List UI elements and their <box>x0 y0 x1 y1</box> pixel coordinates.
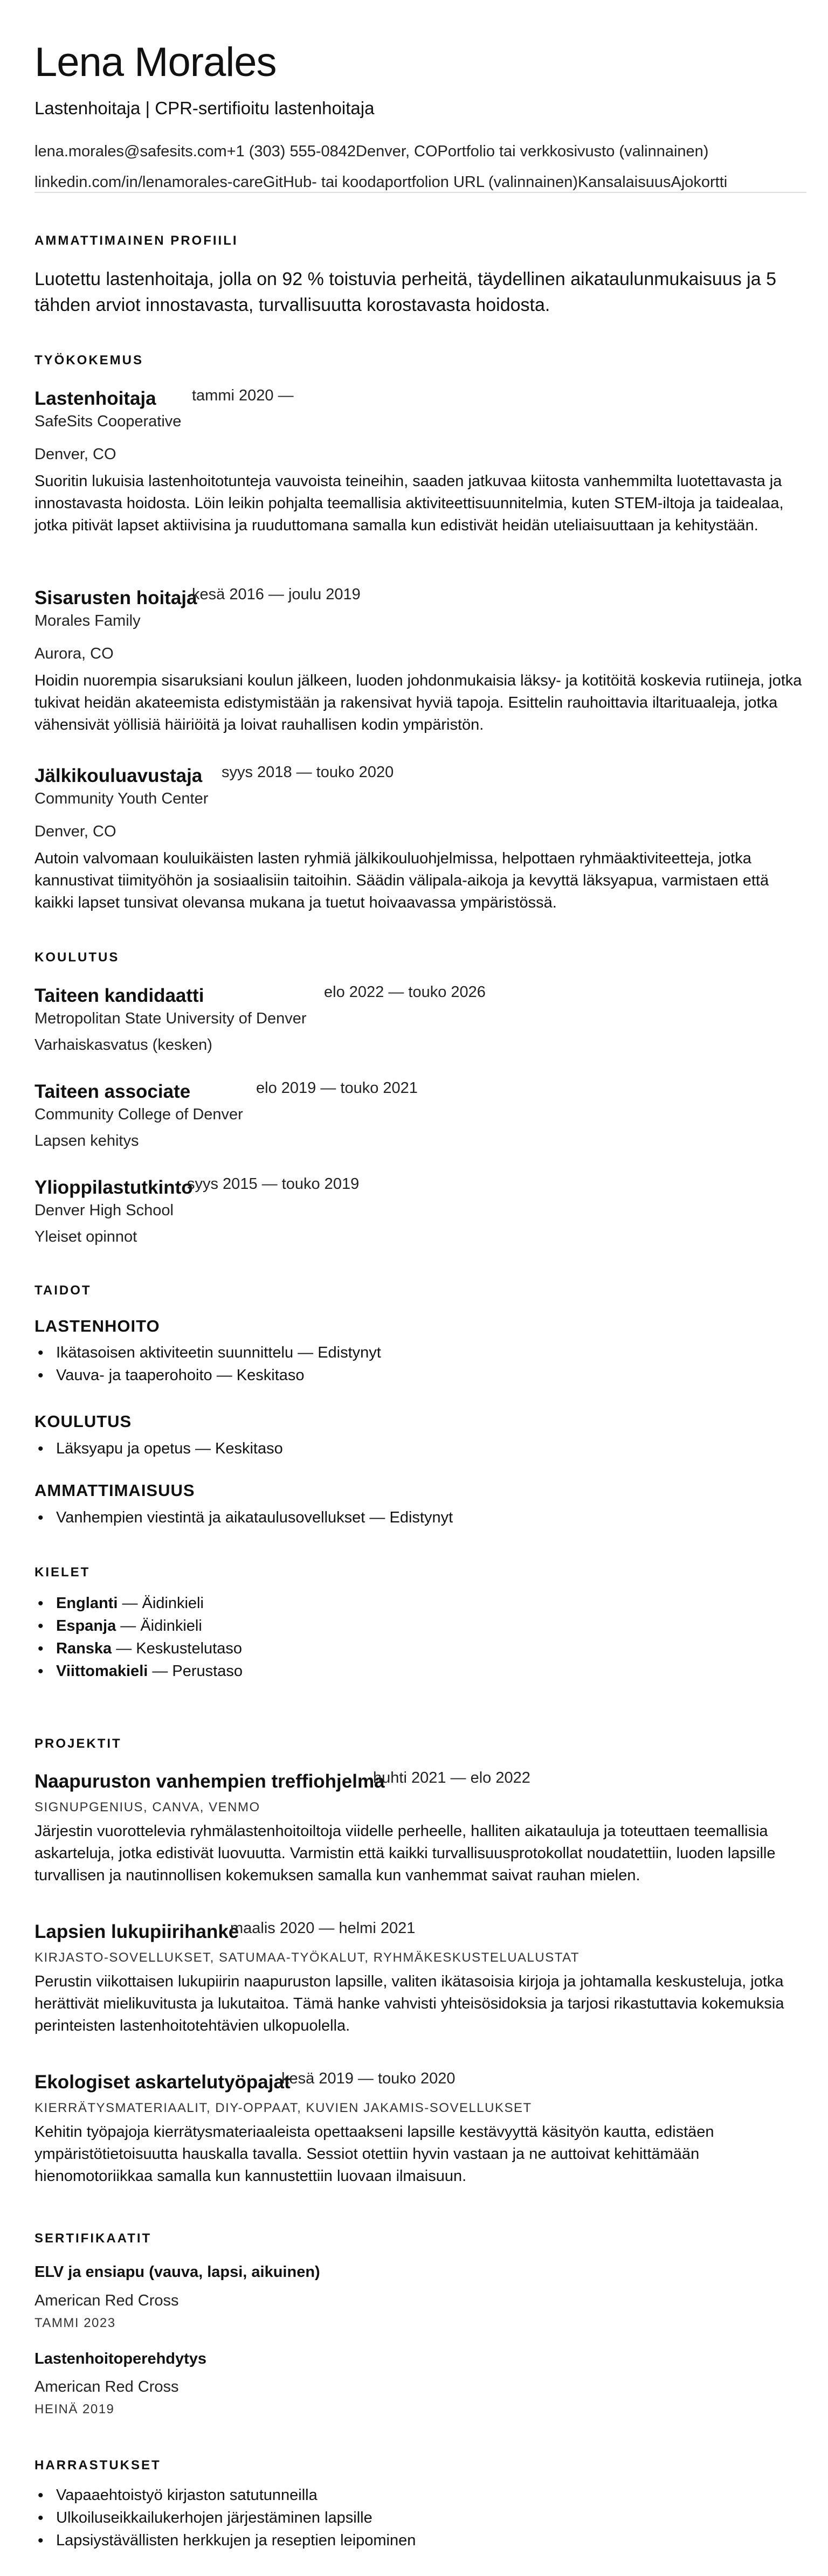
project-title: Ekologiset askartelutyöpajat <box>34 2072 291 2093</box>
degree-title: Ylioppilastutkinto <box>34 1177 193 1198</box>
field-of-study: Varhaiskasvatus (kesken) <box>34 1036 212 1054</box>
section-heading-hobbies: HARRASTUKSET <box>34 2458 161 2473</box>
project-tools: SIGNUPGENIUS, CANVA, VENMO <box>34 1800 260 1815</box>
language-name: Espanja <box>56 1617 116 1635</box>
section-heading-education: KOULUTUS <box>34 950 120 965</box>
profile-summary: Luotettu lastenhoitaja, jolla on 92 % toistuvia perheitä, täydellinen aikataulunmukaisuus ja 5 tähden arviot innostavasta, turvallisuutta korostavasta hoidosta. <box>34 269 777 316</box>
language-item <box>34 1615 243 1637</box>
section-heading-profile: AMMATTIMAINEN PROFIILI <box>34 233 238 248</box>
project-title: Lapsien lukupiirihanke <box>34 1921 239 1942</box>
school-name: Community College of Denver <box>34 1106 243 1123</box>
headline: Lastenhoitaja | CPR-sertifioitu lastenhoitaja <box>34 98 375 118</box>
language-level: — Äidinkieli <box>118 1595 204 1612</box>
header-divider <box>34 192 806 193</box>
job-organization: Community Youth Center <box>34 790 209 807</box>
language-level: — Keskustelutaso <box>112 1640 242 1658</box>
certification-issuer: American Red Cross <box>34 2292 179 2309</box>
candidate-name: Lena Morales <box>34 39 277 85</box>
language-level: — Perustaso <box>148 1663 243 1680</box>
language-list <box>34 1592 243 1682</box>
skill-category: LASTENHOITO <box>34 1317 160 1335</box>
job-dates: kesä 2016 — joulu 2019 <box>192 586 361 603</box>
project-description: Järjestin vuorottelevia ryhmälastenhoitoiltoja viidelle perheelle, halliten aikatauluja ja toteuttaen teemallisia askarteluja, jotka edistivät luovuutta. Varmistin että kaikki turvallisuusprotokollat noudatettiin, luoden lapsille turvallisen ja nautinnollisen kokemuksen samalla kun vanhemmat saivat rauhan mielen. <box>34 1823 776 1885</box>
job-location: Denver, CO <box>34 446 116 463</box>
project-description: Perustin viikottaisen lukupiirin naapuruston lapsille, valiten ikätasoisia kirjoja ja johtamalla keskusteluja, jotka herättivät mielikuvitusta ja lukutaitoa. Tämä hanke vahvisti yhteisösidoksia ja tarjosi rikastuttavia kokemuksia perinteisten lastenhoitotehtävien ulkopuolella. <box>34 1973 784 2035</box>
skill-item: • Vanhempien viestintä ja aikataulusovellukset — Edistynyt <box>34 1506 453 1529</box>
section-heading-languages: KIELET <box>34 1565 91 1580</box>
skill-list <box>34 1437 283 1460</box>
contact-line-1: lena.morales@safesits.com+1 (303) 555-0842Denver, COPortfolio tai verkkosivusto (valinnainen) <box>34 143 709 160</box>
certification-date: HEINÄ 2019 <box>34 2402 115 2416</box>
project-title: Naapuruston vanhempien treffiohjelma <box>34 1771 385 1792</box>
job-location: Aurora, CO <box>34 645 114 662</box>
degree-dates: elo 2019 — touko 2021 <box>256 1079 418 1097</box>
job-organization: SafeSits Cooperative <box>34 413 182 430</box>
hobby-list <box>34 2484 416 2552</box>
degree-dates: elo 2022 — touko 2026 <box>324 984 486 1001</box>
project-tools: KIERRÄTYSMATERIAALIT, DIY-OPPAAT, KUVIEN JAKAMIS-SOVELLUKSET <box>34 2101 532 2115</box>
job-description: Suoritin lukuisia lastenhoitotunteja vauvoista teineihin, saaden jatkuvaa kiitosta vanhemmilta luotettavasta ja innostavasta hoidosta. Löin leikin pohjalta teemallisia aktiviteettisuunnitelmia, kuten STEM-iltoja ja taidealaa, jotka pitivät lapset aktiivisina ja ruuduttomana samalla kun edistivät heidän uteliaisuuttaan ja kehitystään. <box>34 473 784 535</box>
skill-category: AMMATTIMAISUUS <box>34 1481 195 1500</box>
school-name: Metropolitan State University of Denver <box>34 1010 307 1027</box>
language-name: Viittomakieli <box>56 1663 148 1680</box>
school-name: Denver High School <box>34 1202 174 1219</box>
field-of-study: Yleiset opinnot <box>34 1228 137 1245</box>
language-item <box>34 1637 243 1660</box>
job-location: Denver, CO <box>34 823 116 840</box>
skill-list <box>34 1341 381 1387</box>
section-heading-certifications: SERTIFIKAATIT <box>34 2231 152 2246</box>
field-of-study: Lapsen kehitys <box>34 1132 139 1149</box>
hobby-item: • Ulkoiluseikkailukerhojen järjestäminen lapsille <box>34 2506 416 2529</box>
skill-item: • Ikätasoisen aktiviteetin suunnittelu — Edistynyt <box>34 1341 381 1364</box>
language-name: Englanti <box>56 1595 118 1612</box>
job-organization: Morales Family <box>34 612 141 629</box>
project-dates: huhti 2021 — elo 2022 <box>373 1769 530 1786</box>
job-description: Hoidin nuorempia sisaruksiani koulun jälkeen, luoden johdonmukaisia läksy- ja kotitöitä koskevia rutiineja, jotka tukivat heidän akateemista edistymistään ja rakensivat hyviä tapoja. Esittelin rauhoittavia iltarituaaleja, jotka vähensivät yöllisiä häiriöitä ja loivat rauhallisen kodin ympäristön. <box>34 672 802 734</box>
certification-title: ELV ja ensiapu (vauva, lapsi, aikuinen) <box>34 2263 320 2281</box>
hobby-item: • Vapaaehtoistyö kirjaston satutunneilla <box>34 2484 416 2506</box>
project-dates: kesä 2019 — touko 2020 <box>281 2070 456 2087</box>
job-title: Sisarusten hoitaja <box>34 587 197 608</box>
skill-item: • Vauva- ja taaperohoito — Keskitaso <box>34 1364 381 1387</box>
degree-dates: syys 2015 — touko 2019 <box>187 1175 360 1193</box>
skill-list <box>34 1506 453 1529</box>
job-dates: syys 2018 — touko 2020 <box>222 764 394 781</box>
language-item <box>34 1660 243 1682</box>
certification-title: Lastenhoitoperehdytys <box>34 2350 207 2367</box>
project-tools: KIRJASTO-SOVELLUKSET, SATUMAA-TYÖKALUT, RYHMÄKESKUSTELUALUSTAT <box>34 1950 579 1965</box>
language-name: Ranska <box>56 1640 112 1658</box>
job-description: Autoin valvomaan kouluikäisten lasten ryhmiä jälkikouluohjelmissa, helpottaen ryhmäaktiviteetteja, jotka kannustivat tiimityöhön ja sosiaalisiin taitoihin. Säädin välipala-aikoja ja kevyttä läksyapua, varmistaen että kaikki lapset tunsivat olevansa mukana ja tuetut hoivaavassa ympäristössä. <box>34 850 769 912</box>
section-heading-experience: TYÖKOKEMUS <box>34 353 144 368</box>
language-item <box>34 1592 243 1615</box>
hobby-item: • Lapsiystävällisten herkkujen ja reseptien leipominen <box>34 2529 416 2552</box>
project-dates: maalis 2020 — helmi 2021 <box>230 1920 416 1937</box>
project-description: Kehitin työpajoja kierrätysmateriaaleista opettaakseni lapsille kestävyyttä käsityön kautta, edistäen ympäristötietoisuutta hauskalla tavalla. Sessiot otettiin hyvin vastaan ja ne auttoivat kehittämään hienomotoriikkaa samalla kun kannustettiin luovaan ilmaisuun. <box>34 2123 714 2185</box>
skill-category: KOULUTUS <box>34 1412 132 1431</box>
job-dates: tammi 2020 — <box>192 387 294 404</box>
job-title: Jälkikouluavustaja <box>34 765 203 786</box>
degree-title: Taiteen associate <box>34 1081 191 1102</box>
job-title: Lastenhoitaja <box>34 388 156 409</box>
certification-date: TAMMI 2023 <box>34 2316 116 2330</box>
language-level: — Äidinkieli <box>116 1617 202 1635</box>
section-heading-skills: TAIDOT <box>34 1283 92 1298</box>
section-heading-projects: PROJEKTIT <box>34 1736 122 1751</box>
contact-line-2: linkedin.com/in/lenamorales-careGitHub- tai koodaportfolion URL (valinnainen)KansalaisuusAjokortti <box>34 174 728 191</box>
certification-issuer: American Red Cross <box>34 2378 179 2395</box>
skill-item: • Läksyapu ja opetus — Keskitaso <box>34 1437 283 1460</box>
degree-title: Taiteen kandidaatti <box>34 985 204 1006</box>
